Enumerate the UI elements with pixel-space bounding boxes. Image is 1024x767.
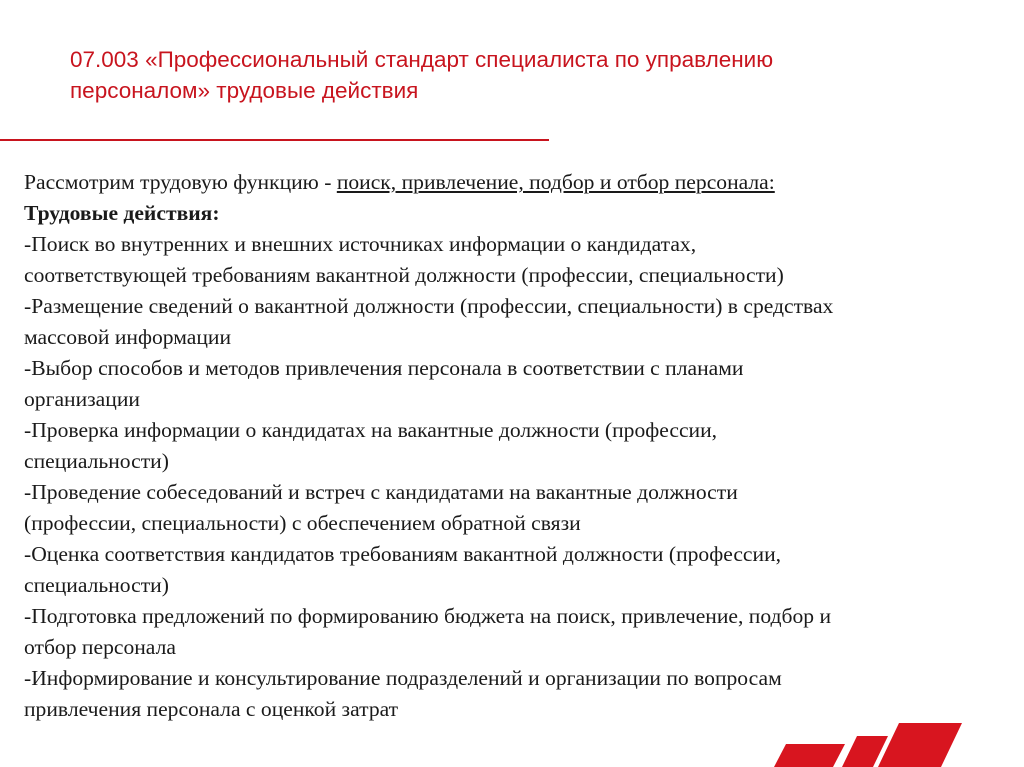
section-heading: Трудовые действия: [24,201,220,225]
action-8-line-2: привлечения персонала с оценкой затрат [24,697,399,721]
slide-body [24,167,1014,725]
action-2-line-2: массовой информации [24,325,232,349]
action-2-line-1: -Размещение сведений о вакантной должности (профессии, специальности) в средствах [24,294,834,318]
slide-title-line-2: персоналом» трудовые действия [70,78,419,103]
labor-function-name: поиск, привлечение, подбор и отбор персонала: [336,170,775,194]
action-4-line-1: -Проверка информации о кандидатах на вакантные должности (профессии, [24,418,718,442]
action-1-line-2: соответствующей требованиям вакантной должности (профессии, специальности) [24,263,784,287]
slide-title [70,44,970,106]
action-6-line-2: специальности) [24,573,169,597]
red-stripe-1 [774,744,845,767]
title-underline-rule [0,139,549,141]
action-7-line-2: отбор персонала [24,635,176,659]
action-6-line-1: -Оценка соответствия кандидатов требованиям вакантной должности (профессии, [24,542,782,566]
action-4-line-2: специальности) [24,449,169,473]
intro-prefix: Рассмотрим трудовую функцию - [24,170,337,194]
action-1-line-1: -Поиск во внутренних и внешних источниках информации о кандидатах, [24,232,697,256]
action-5-line-2: (профессии, специальности) с обеспечением обратной связи [24,511,581,535]
slide-title-line-1: 07.003 «Профессиональный стандарт специалиста по управлению [70,47,774,72]
action-3-line-2: организации [24,387,140,411]
action-3-line-1: -Выбор способов и методов привлечения персонала в соответствии с планами [24,356,744,380]
red-stripe-2 [842,736,888,767]
action-5-line-1: -Проведение собеседований и встреч с кандидатами на вакантные должности [24,480,738,504]
intro-line [24,167,1014,198]
action-7-line-1: -Подготовка предложений по формированию бюджета на поиск, привлечение, подбор и [24,604,832,628]
action-8-line-1: -Информирование и консультирование подразделений и организации по вопросам [24,666,782,690]
section-heading-line [24,198,1014,229]
red-stripe-3 [878,723,962,767]
